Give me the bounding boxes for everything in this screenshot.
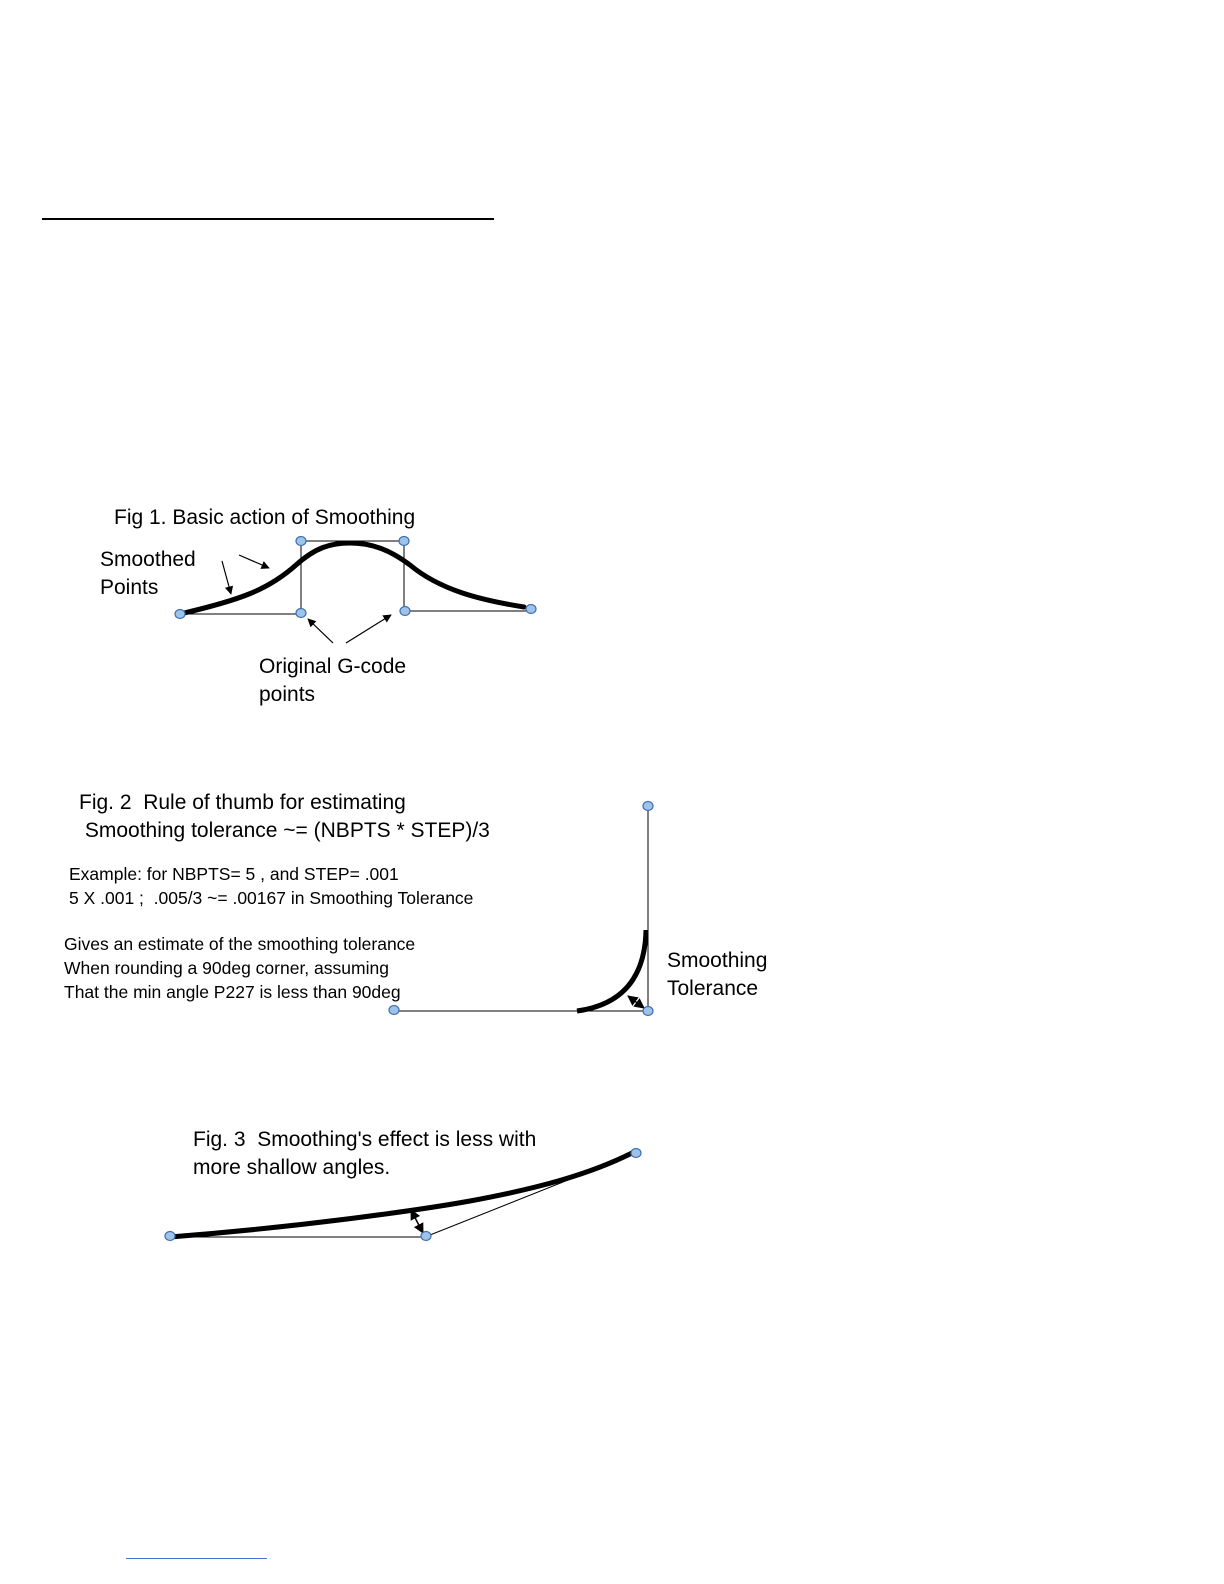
fig1-original-label-2: points bbox=[259, 683, 316, 706]
fig2-diagram bbox=[389, 802, 653, 1016]
fig2-example-line-2: 5 X .001 ; .005/3 ~= .00167 in Smoothing Tolerance bbox=[69, 888, 474, 908]
fig2-note-line-2: When rounding a 90deg corner, assuming bbox=[64, 958, 389, 978]
fig2-tolerance-label-2: Tolerance bbox=[667, 977, 759, 1000]
fig1-control-polygon bbox=[180, 541, 531, 614]
fig1-points bbox=[175, 537, 536, 619]
fig2-formula: Smoothing tolerance ~= (NBPTS * STEP)/3 bbox=[79, 819, 490, 842]
fig1-point bbox=[526, 605, 536, 614]
fig1-arrow-smoothed-1 bbox=[222, 561, 231, 594]
fig2-example-line-1: Example: for NBPTS= 5 , and STEP= .001 bbox=[69, 864, 399, 884]
fig1-point bbox=[175, 610, 185, 619]
footnote-separator bbox=[126, 1558, 267, 1559]
fig2-tolerance-arrow bbox=[628, 996, 644, 1008]
fig3-smoothed-curve bbox=[170, 1153, 632, 1237]
fig2-point bbox=[643, 802, 653, 811]
fig3-control-lines bbox=[170, 1153, 636, 1237]
fig2-title: Fig. 2 Rule of thumb for estimating bbox=[79, 791, 406, 814]
fig2-smoothed-corner bbox=[577, 930, 646, 1011]
fig2-point bbox=[389, 1006, 399, 1015]
fig3-point bbox=[165, 1232, 175, 1241]
fig1-arrow-original-1 bbox=[308, 619, 333, 643]
fig2-note-line-1: Gives an estimate of the smoothing tolerance bbox=[64, 934, 416, 954]
fig1-point bbox=[400, 607, 410, 616]
fig2-corner-lines bbox=[394, 806, 648, 1011]
fig3-tolerance-arrow bbox=[411, 1210, 423, 1233]
fig1-smoothed-curve bbox=[180, 543, 524, 614]
fig3-point bbox=[421, 1232, 431, 1241]
fig1-diagram bbox=[175, 537, 536, 644]
fig1-point bbox=[296, 609, 306, 618]
fig3-title-2: more shallow angles. bbox=[193, 1156, 391, 1179]
fig1-arrow-original-2 bbox=[346, 615, 391, 643]
fig3-points bbox=[165, 1149, 641, 1241]
fig3-diagram bbox=[165, 1149, 641, 1241]
fig1-smoothed-label-2: Points bbox=[100, 576, 159, 599]
fig1-title: Fig 1. Basic action of Smoothing bbox=[114, 506, 416, 529]
fig1-original-label: Original G-code bbox=[259, 655, 407, 678]
fig1-point bbox=[399, 537, 409, 546]
fig3-point bbox=[631, 1149, 641, 1158]
fig1-arrow-smoothed-2 bbox=[239, 555, 269, 568]
fig3-title: Fig. 3 Smoothing's effect is less with bbox=[193, 1128, 537, 1151]
fig2-points bbox=[389, 802, 653, 1016]
fig1-smoothed-label: Smoothed bbox=[100, 548, 196, 571]
fig2-note-line-3: That the min angle P227 is less than 90deg bbox=[64, 982, 401, 1002]
fig2-point bbox=[643, 1007, 653, 1016]
fig2-tolerance-label: Smoothing bbox=[667, 949, 768, 972]
fig1-point bbox=[296, 537, 306, 546]
